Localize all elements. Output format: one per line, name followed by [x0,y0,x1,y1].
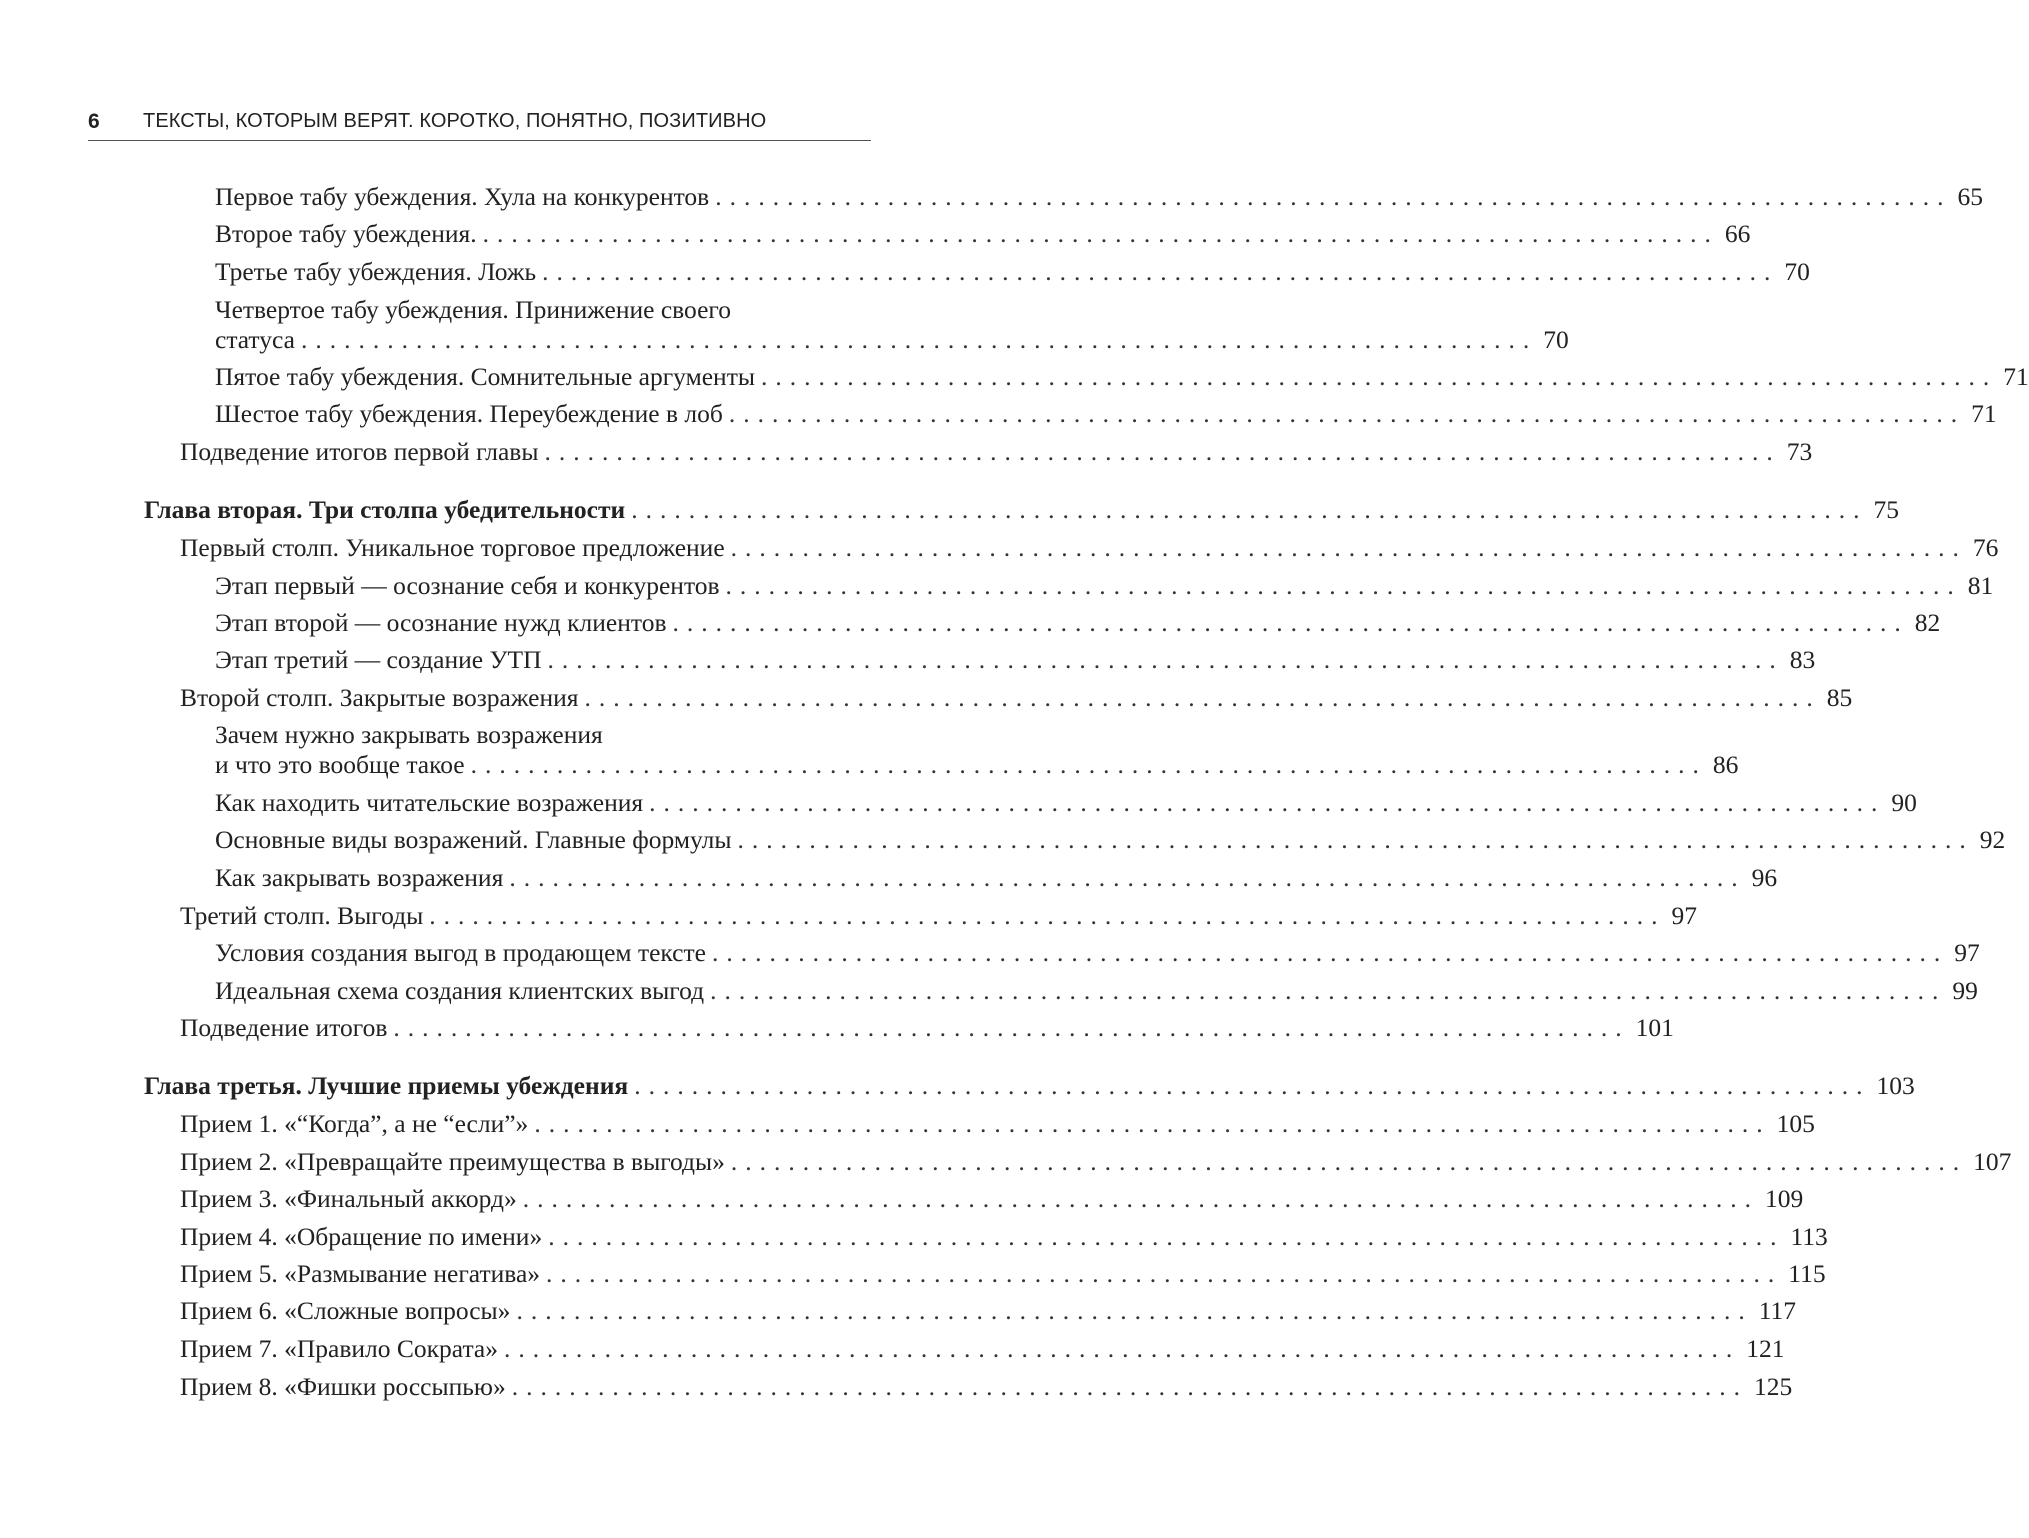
toc-entry-title: Этап второй — осознание нужд клиентов [215,608,667,637]
toc-entry[interactable] [180,1147,2012,1177]
toc-entry-page: 96 [1751,863,1778,892]
toc-entry-page: 73 [1786,437,1813,466]
toc-chapter-entry[interactable] [144,495,1899,525]
toc-entry-page: 121 [1746,1334,1785,1363]
toc-entry-title: Основные виды возражений. Главные формулы [215,825,732,854]
toc-entry[interactable] [180,1259,1826,1289]
toc-entry-page: 109 [1764,1184,1804,1213]
toc-leader-dots: ...................................................................................... [470,750,1707,779]
running-title: ТЕКСТЫ, КОТОРЫМ ВЕРЯТ. КОРОТКО, ПОНЯТНО, ПОЗИТИВНО [143,110,767,132]
toc-entry[interactable] [180,1184,1804,1214]
toc-entry-page: 71 [1971,399,1997,428]
toc-entry-title: Как находить читательские возражения [215,788,644,817]
toc-entry-title-line1: Четвертое табу убеждения. Принижение своего [215,295,732,324]
toc-entry[interactable] [215,219,1751,249]
toc-entry-title: Идеальная схема создания клиентских выгод [215,976,705,1005]
toc-leader-dots: ...................................................................................... [522,1184,1759,1213]
toc-entry-page: 101 [1635,1013,1674,1042]
toc-chapter-title: Глава вторая. Три столпа убедительности [144,495,626,524]
toc-entry-title: Прием 5. «Размывание негатива» [180,1259,541,1288]
toc-entry-title-line1: Зачем нужно закрывать возражения [215,720,603,749]
toc-leader-dots: ...................................................................................... [300,325,1538,354]
toc-entry[interactable] [180,1013,1674,1043]
toc-entry-title: Второй столп. Закрытые возражения [180,683,579,712]
toc-entry[interactable] [215,645,1816,675]
toc-entry[interactable] [215,362,2029,392]
toc-entry-page: 70 [1784,257,1810,286]
toc-entry-page: 71 [2003,362,2029,391]
toc-entry-title: Прием 2. «Превращайте преимущества в выгоды» [180,1147,725,1176]
toc-entry-title: Прием 3. «Финальный аккорд» [180,1184,517,1213]
toc-entry[interactable] [180,1372,1793,1402]
toc-entry-page: 105 [1776,1109,1815,1138]
toc-entry[interactable] [215,720,1739,780]
toc-entry-page: 107 [1973,1147,2012,1176]
toc-leader-dots: ...................................................................................... [429,901,1666,930]
toc-entry-title: Пятое табу убеждения. Сомнительные аргументы [215,362,755,391]
page-number: 6 [88,110,100,133]
toc-entry[interactable] [215,182,1983,212]
toc-leader-dots: ...................................................................................... [737,825,1974,854]
toc-leader-dots: ...................................................................................... [711,938,1949,967]
toc-entry-title: Подведение итогов первой главы [180,437,539,466]
toc-entry[interactable] [180,1222,1828,1252]
toc-entry-title: Прием 4. «Обращение по имени» [180,1222,543,1251]
toc-entry-page: 83 [1789,645,1816,674]
toc-entry-page: 75 [1873,495,1899,524]
toc-leader-dots: ...................................................................................... [511,1372,1748,1401]
toc-entry[interactable] [180,901,1697,931]
toc-leader-dots: ...................................................................................... [534,1109,1771,1138]
toc-entry-page: 82 [1914,608,1941,637]
toc-entry[interactable] [215,571,1994,601]
toc-leader-dots: ...................................................................................... [631,495,1868,524]
toc-leader-dots: ...................................................................................... [760,362,1998,391]
toc-entry-page: 97 [1671,901,1697,930]
toc-leader-dots: ...................................................................................... [482,219,1719,248]
toc-entry-page: 76 [1972,533,1999,562]
toc-entry[interactable] [180,683,1853,713]
toc-entry[interactable] [180,1334,1785,1364]
toc-leader-dots: ...................................................................................... [649,788,1886,817]
toc-chapter-entry[interactable] [144,1071,1915,1101]
toc-leader-dots: ...................................................................................... [509,863,1746,892]
toc-leader-dots: ...................................................................................... [725,571,1962,600]
toc-entry-title: Как закрывать возражения [215,863,504,892]
toc-entry-page: 113 [1790,1222,1828,1251]
toc-leader-dots: ...................................................................................... [393,1013,1630,1042]
toc-leader-dots: ...................................................................................... [584,683,1821,712]
toc-entry-page: 115 [1788,1259,1826,1288]
toc-entry-page: 66 [1724,219,1751,248]
toc-entry-title: Подведение итогов [180,1013,388,1042]
toc-leader-dots: ...................................................................................... [544,437,1781,466]
toc-leader-dots: ...................................................................................... [710,976,1947,1005]
toc-entry-title: Этап третий — создание УТП [215,645,542,674]
toc-entry-title: Этап первый — осознание себя и конкурентов [215,571,720,600]
toc-leader-dots: ...................................................................................... [730,1147,1968,1176]
toc-entry-title: и что это вообще такое [215,750,465,779]
toc-entry[interactable] [215,608,1941,638]
toc-leader-dots: ...................................................................................... [548,1222,1785,1251]
toc-entry[interactable] [215,399,1997,429]
toc-entry-page: 85 [1826,683,1853,712]
toc-entry-title: Первое табу убеждения. Хула на конкурентов [215,182,710,211]
toc-entry-title: Шестое табу убеждения. Переубеждение в лоб [215,399,723,428]
toc-entry[interactable] [215,976,1978,1006]
toc-entry-title: Прием 8. «Фишки россыпью» [180,1372,506,1401]
toc-chapter-title: Глава третья. Лучшие приемы убеждения [144,1071,629,1100]
toc-leader-dots: ...................................................................................... [715,182,1952,211]
toc-entry[interactable] [215,938,1980,968]
toc-entry-title: Прием 7. «Правило Сократа» [180,1334,498,1363]
toc-entry[interactable] [180,1296,1796,1326]
toc-entry[interactable] [215,295,1569,355]
toc-entry-page: 103 [1876,1071,1915,1100]
toc-entry-title: Третье табу убеждения. Ложь [215,257,537,286]
toc-entry-page: 86 [1712,750,1739,779]
toc-leader-dots: ...................................................................................... [542,257,1779,286]
toc-entry-page: 92 [1979,825,2006,854]
toc-entry-page: 65 [1957,182,1983,211]
toc-entry-page: 117 [1758,1296,1796,1325]
toc-entry-page: 99 [1952,976,1978,1005]
toc-leader-dots: ...................................................................................... [634,1071,1871,1100]
toc-entry-page: 97 [1954,938,1980,967]
toc-entry-title: Второе табу убеждения. [215,219,477,248]
toc-leader-dots: ...................................................................................... [672,608,1909,637]
toc-leader-dots: ...................................................................................... [546,1259,1783,1288]
toc-entry-page: 90 [1891,788,1917,817]
toc-entry[interactable] [215,863,1778,893]
toc-leader-dots: ...................................................................................... [547,645,1784,674]
toc-entry-title: Прием 1. «“Когда”, а не “если”» [180,1109,529,1138]
toc-entry[interactable] [180,533,1999,563]
toc-entry[interactable] [215,788,1917,818]
toc-entry-title: Условия создания выгод в продающем тексте [215,938,706,967]
toc-entry-title: Третий столп. Выгоды [180,901,424,930]
toc-entry-title: Первый столп. Уникальное торговое предложение [180,533,725,562]
toc-entry-page: 70 [1543,325,1569,354]
toc-entry-title: Прием 6. «Сложные вопросы» [180,1296,511,1325]
toc-leader-dots: ...................................................................................... [728,399,1966,428]
toc-entry[interactable] [180,437,1813,467]
toc-entry[interactable] [215,825,2006,855]
toc-entry-page: 125 [1753,1372,1793,1401]
toc-leader-dots: ...................................................................................... [504,1334,1741,1363]
toc-entry-title: статуса [215,325,295,354]
toc-leader-dots: ...................................................................................... [730,533,1967,562]
toc-entry[interactable] [215,257,1810,287]
toc-entry-page: 81 [1967,571,1994,600]
toc-entry[interactable] [180,1109,1815,1139]
toc-leader-dots: ...................................................................................... [516,1296,1753,1325]
